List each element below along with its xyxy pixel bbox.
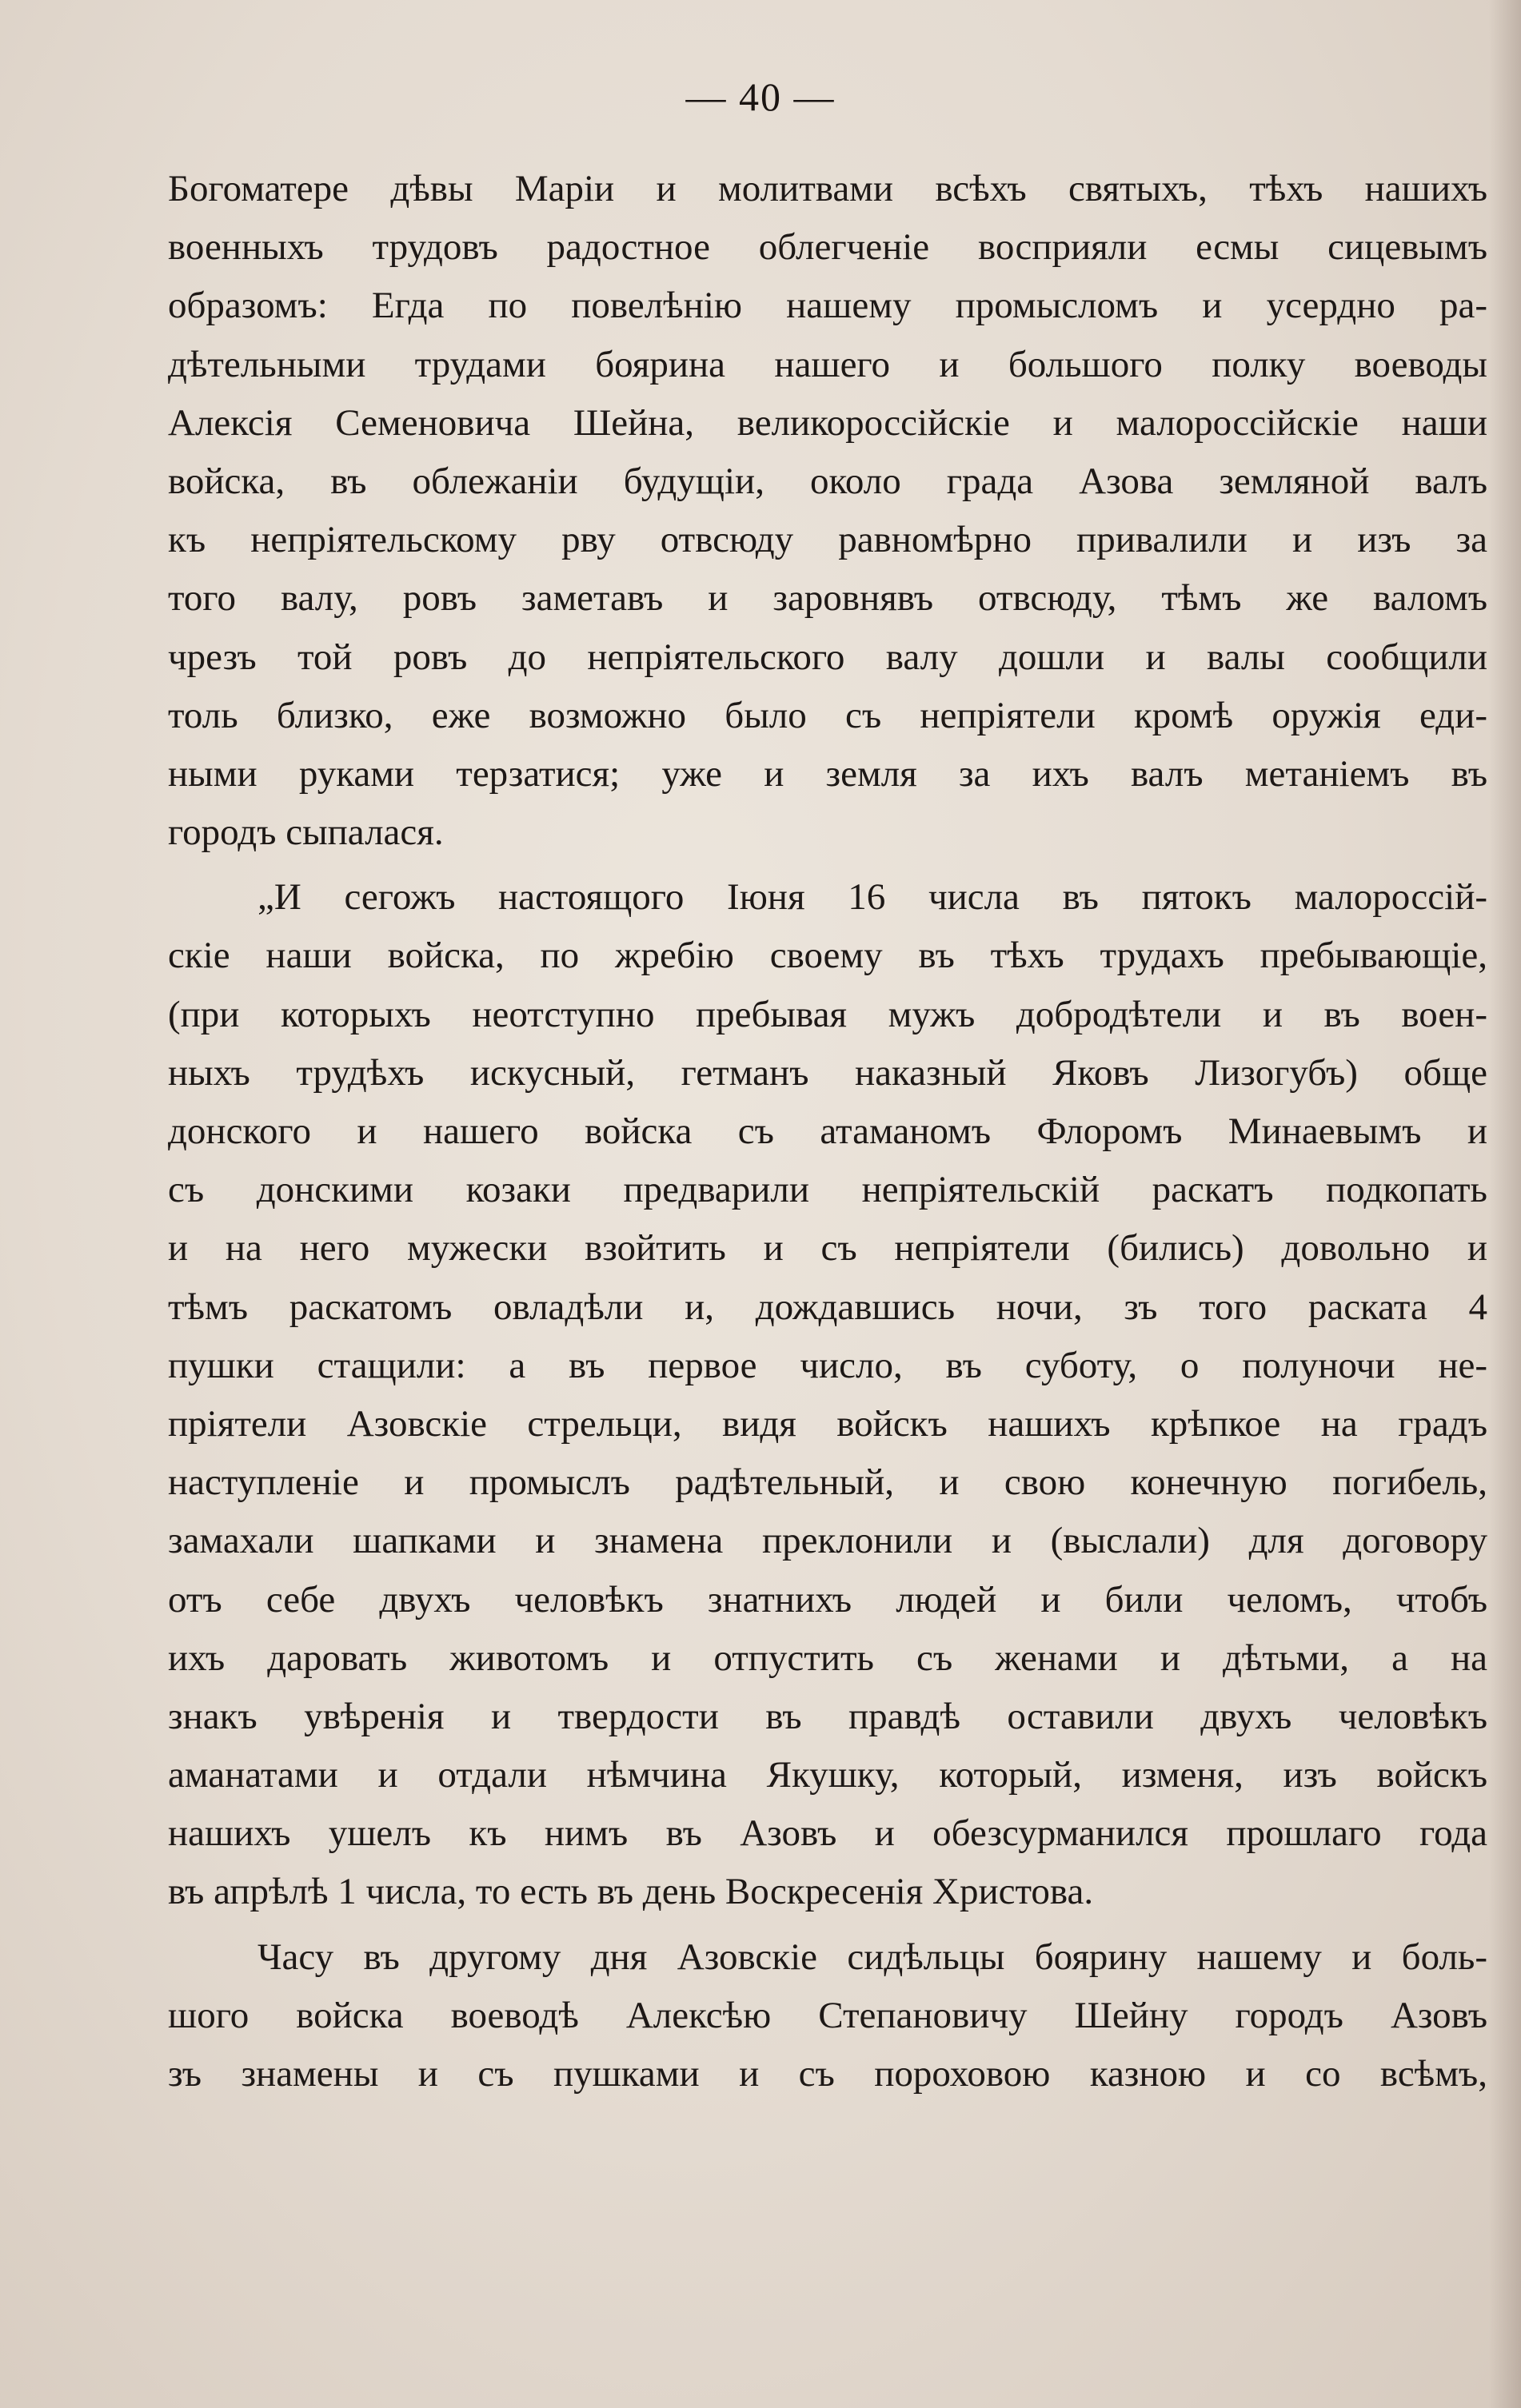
- body-text: [168, 160, 1487, 2103]
- text-line: наступленіе и промыслъ радѣтельный, и свою конечную погибель,: [168, 1461, 1487, 1504]
- text-line: чрезъ той ровъ до непріятельского валу дошли и валы сообщили: [168, 636, 1487, 678]
- text-line: городъ сыпалася.: [168, 811, 444, 854]
- text-line: къ непріятельскому рву отвсюду равномѣрно привалили и изъ за: [168, 519, 1487, 561]
- text-line: Алексія Семеновича Шейна, великороссійскіе и малороссійскіе наши: [168, 401, 1487, 444]
- text-line: того валу, ровъ заметавъ и заровнявъ отвсюду, тѣмъ же валомъ: [168, 577, 1487, 620]
- paragraph-2: [168, 868, 1487, 1921]
- text-line: замахали шапками и знамена преклонили и (выслали) для договору: [168, 1520, 1487, 1562]
- text-line: съ донскими козаки предварили непріятельскій раскатъ подкопать: [168, 1169, 1487, 1211]
- paragraph-3: [168, 1928, 1487, 2104]
- paragraph-1: [168, 160, 1487, 862]
- text-line: тѣмъ раскатомъ овладѣли и, дождавшись ночи, зъ того раската 4: [168, 1286, 1487, 1328]
- text-line: толь близко, еже возможно было съ непріятели кромѣ оружія еди-: [168, 694, 1487, 736]
- page-number: — 40 —: [685, 74, 836, 119]
- text-line: Богоматере дѣвы Маріи и молитвами всѣхъ святыхъ, тѣхъ нашихъ: [168, 168, 1487, 209]
- text-line: въ апрѣлѣ 1 числа, то есть въ день Воскресенія Христова.: [168, 1871, 1094, 1913]
- text-line: ными руками терзатися; уже и земля за ихъ валъ метаніемъ въ: [168, 752, 1487, 795]
- text-line: войска, въ облежаніи будущіи, около града Азова земляной валъ: [168, 460, 1487, 502]
- text-line: дѣтельными трудами боярина нашего и большого полку воеводы: [168, 343, 1487, 385]
- text-line: шого войска воеводѣ Алексѣю Степановичу Шейну городъ Азовъ: [168, 1994, 1487, 2036]
- text-line: скіе наши войска, по жребію своему въ тѣхъ трудахъ пребывающіе,: [168, 935, 1487, 977]
- text-line: военныхъ трудовъ радостное облегченіе восприяли есмы сицевымъ: [168, 226, 1487, 269]
- text-line: ныхъ трудѣхъ искусный, гетманъ наказный Яковъ Лизогубъ) обще: [168, 1051, 1487, 1094]
- text-line: ихъ даровать животомъ и отпустить съ женами и дѣтьми, а на: [168, 1637, 1487, 1679]
- text-line: „И сегожъ настоящого Іюня 16 числа въ пятокъ малороссій-: [257, 876, 1487, 919]
- text-line: зъ знамены и съ пушками и съ пороховою казною и со всѣмъ,: [168, 2053, 1487, 2095]
- text-line: и на него мужески взойтить и съ непріятели (бились) довольно и: [168, 1227, 1487, 1270]
- text-line: пушки стащили: а въ первое число, въ суботу, о полуночи не-: [168, 1344, 1487, 1386]
- text-line: пріятели Азовскіе стрельци, видя войскъ нашихъ крѣпкое на градъ: [168, 1402, 1487, 1445]
- text-line: аманатами и отдали нѣмчина Якушку, который, изменя, изъ войскъ: [168, 1754, 1487, 1796]
- text-line: донского и нашего войска съ атаманомъ Флоромъ Минаевымъ и: [168, 1110, 1487, 1152]
- page-edge-shadow: [1489, 0, 1521, 2408]
- text-line: Часу въ другому дня Азовскіе сидѣльцы боярину нашему и боль-: [257, 1936, 1487, 1978]
- text-line: знакъ увѣренія и твердости въ правдѣ оставили двухъ человѣкъ: [168, 1695, 1487, 1737]
- text-line: образомъ: Егда по повелѣнію нашему промысломъ и усердно ра-: [168, 285, 1487, 327]
- text-line: (при которыхъ неотступно пребывая мужъ добродѣтели и въ воен-: [168, 993, 1487, 1035]
- text-line: отъ себе двухъ человѣкъ знатнихъ людей и били челомъ, чтобъ: [168, 1578, 1487, 1621]
- text-line: нашихъ ушелъ къ нимъ въ Азовъ и обезсурманился прошлаго года: [168, 1812, 1487, 1855]
